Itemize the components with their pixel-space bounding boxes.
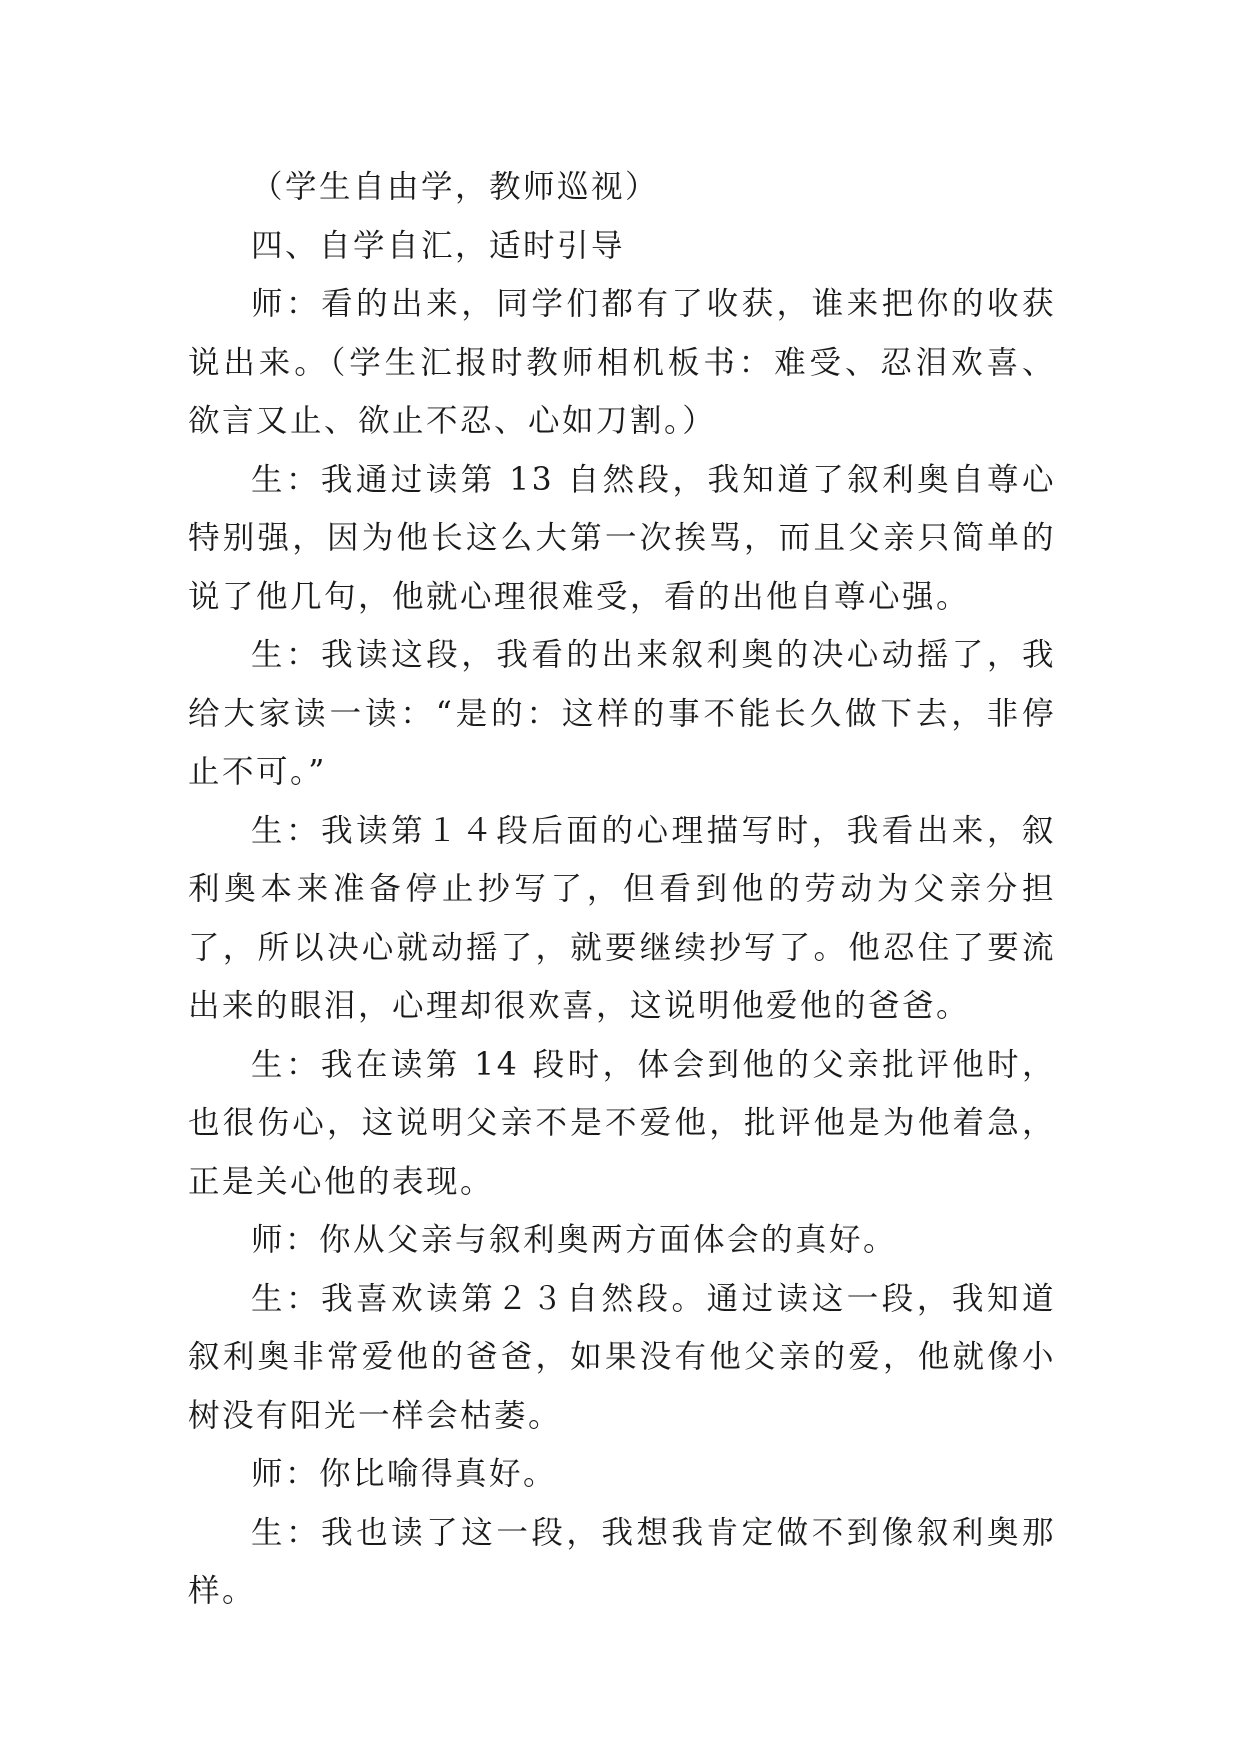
paragraph-section-heading-4: 四、自学自汇，适时引导 xyxy=(251,227,626,264)
paragraph-student-answer-2: 生：我读这段，我看的出来叙利奥的决心动摇了，我给大家读一读：“是的：这样的事不能长久做下去，非停止不可。” xyxy=(188,637,1056,790)
paragraph-student-answer-3: 生：我读第１４段后面的心理描写时，我看出来，叙利奥本来准备停止抄写了，但看到他的劳动为父亲分担了，所以决心就动摇了，就要继续抄写了。他忍住了要流出来的眼泪，心理却很欢喜，这说明他爱他的爸爸。 xyxy=(188,812,1056,1024)
paragraph-student-self-study: （学生自由学，教师巡视） xyxy=(251,169,660,205)
paragraph-student-answer-1: 生：我通过读第 13 自然段，我知道了叙利奥自尊心特别强，因为他长这么大第一次挨骂，而且父亲只简单的说了他几句，他就心理很难受，看的出他自尊心强。 xyxy=(188,461,1056,615)
paragraph-student-answer-4: 生：我在读第 14 段时，体会到他的父亲批评他时，也很伤心，这说明父亲不是不爱他，批评他是为他着急，正是关心他的表现。 xyxy=(188,1046,1056,1200)
document-body xyxy=(188,158,1056,1621)
paragraph-teacher-praise-2: 师：你比喻得真好。 xyxy=(251,1456,558,1492)
paragraph-teacher-prompt: 师：看的出来，同学们都有了收获，谁来把你的收获说出来。（学生汇报时教师相机板书：难受、忍泪欢喜、欲言又止、欲止不忍、心如刀割。） xyxy=(188,286,1056,439)
paragraph-teacher-praise-1: 师：你从父亲与叙利奥两方面体会的真好。 xyxy=(251,1222,898,1258)
paragraph-student-answer-5: 生：我喜欢读第２３自然段。通过读这一段，我知道叙利奥非常爱他的爸爸，如果没有他父亲的爱，他就像小树没有阳光一样会枯萎。 xyxy=(188,1280,1056,1434)
paragraph-student-answer-6: 生：我也读了这一段，我想我肯定做不到像叙利奥那样。 xyxy=(188,1514,1056,1609)
